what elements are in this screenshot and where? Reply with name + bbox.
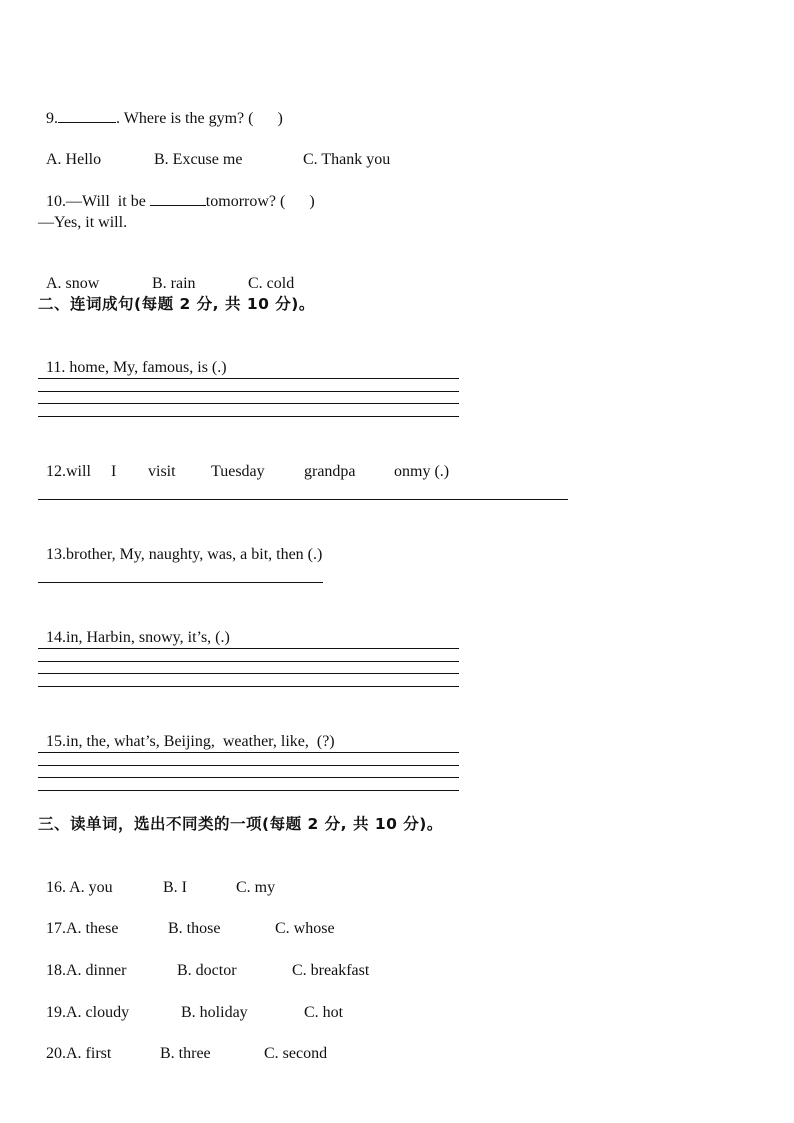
section-heading: 三、读单词，选出不同类的一项(每题 2 分, 共 10 分)。 [38,815,443,833]
question-11 [38,338,227,378]
option-c[interactable]: C. Thank you [303,151,391,168]
question-number: 12 [46,463,62,480]
answer-line [38,777,459,778]
answer-blank[interactable] [58,108,116,123]
question-13 [38,525,322,565]
question-19 [38,983,343,1023]
word-chip: I [111,463,117,480]
question-text: . Where is the gym? ( ) [116,110,283,127]
answer-lines[interactable] [38,648,459,698]
answer-line [38,403,459,404]
option-a[interactable]: A. Hello [46,151,102,168]
option-b[interactable]: B. Excuse me [154,151,243,168]
answer-lines[interactable] [38,378,459,428]
option-b[interactable]: B. holiday [181,1004,248,1021]
option-a[interactable]: .A. cloudy [62,1004,130,1021]
option-a[interactable]: .A. dinner [62,962,127,979]
option-b[interactable]: B. doctor [177,962,237,979]
option-b[interactable]: B. I [163,879,187,896]
answer-line [38,661,459,662]
answer-line [38,765,459,766]
option-b[interactable]: B. rain [152,275,196,292]
question-number: 14 [46,629,62,646]
question-number: 15 [46,733,62,750]
answer-blank[interactable] [150,191,206,206]
question-12 [38,442,449,482]
option-c[interactable]: C. hot [304,1004,344,1021]
question-text: .in, Harbin, snowy, it’s, (.) [62,629,230,646]
option-a[interactable]: . A. you [62,879,113,896]
option-a[interactable]: .A. first [62,1045,112,1062]
answer-line[interactable] [38,582,323,583]
question-text: —Will it be [66,193,146,210]
word-chip: Tuesday [211,463,265,480]
answer-line [38,752,459,753]
question-number: 19 [46,1004,62,1021]
question-15 [38,712,335,752]
question-9-options [38,130,390,170]
word-chip: grandpa [304,463,356,480]
question-17 [38,899,335,939]
answer-line [38,391,459,392]
question-text: .brother, My, naughty, was, a bit, then (.) [62,546,323,563]
question-number: 17 [46,920,62,937]
word-chip: visit [148,463,176,480]
question-20 [38,1024,327,1064]
option-c[interactable]: C. whose [275,920,335,937]
answer-line[interactable] [38,499,568,500]
word-chip: onmy (.) [394,463,450,480]
option-c[interactable]: C. cold [248,275,295,292]
answer-line [38,648,459,649]
question-18 [38,941,369,981]
word-chip: .will [62,463,91,480]
question-16 [38,858,275,898]
option-c[interactable]: C. second [264,1045,328,1062]
question-9-stem [38,88,283,129]
question-10-reply: —Yes, it will. [38,214,128,231]
question-text: . home, My, famous, is (.) [61,359,227,376]
option-c[interactable]: C. breakfast [292,962,370,979]
question-number: 9. [46,110,58,127]
answer-lines[interactable] [38,752,459,802]
question-10-options [38,254,294,294]
option-b[interactable]: B. those [168,920,221,937]
question-number: 16 [46,879,62,896]
option-a[interactable]: A. snow [46,275,100,292]
question-number: 20 [46,1045,62,1062]
option-a[interactable]: .A. these [62,920,119,937]
question-14 [38,608,230,648]
section-heading: 二、连词成句(每题 2 分, 共 10 分)。 [38,295,315,313]
answer-line [38,673,459,674]
question-text: .in, the, what’s, Beijing, weather, like, (?) [62,733,335,750]
answer-line [38,416,459,417]
answer-line [38,378,459,379]
question-number: 18 [46,962,62,979]
answer-line [38,686,459,687]
option-c[interactable]: C. my [236,879,276,896]
answer-line [38,790,459,791]
option-b[interactable]: B. three [160,1045,211,1062]
question-number: 10. [46,193,66,210]
question-10-stem [38,171,315,212]
question-number: 13 [46,546,62,563]
question-text: tomorrow? ( ) [205,193,315,210]
question-number: 11 [46,359,62,376]
